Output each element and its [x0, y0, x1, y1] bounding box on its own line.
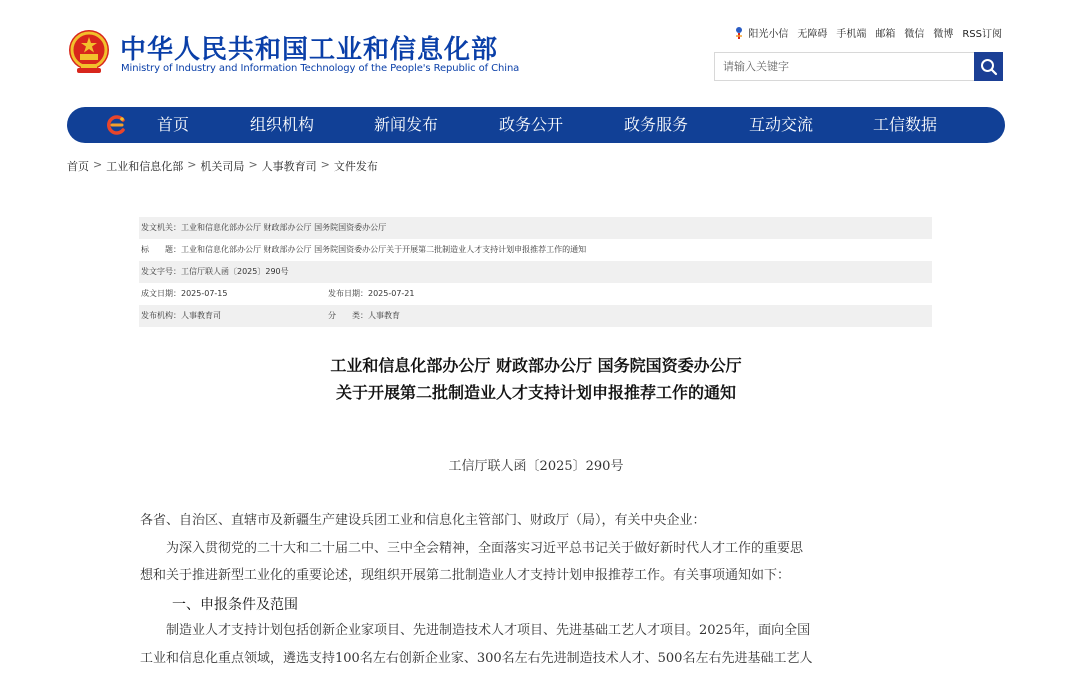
- national-emblem-icon[interactable]: [67, 28, 111, 76]
- nav-data[interactable]: 工信数据: [873, 115, 938, 134]
- mail-link[interactable]: 邮箱: [875, 29, 896, 40]
- site-header: [0, 0, 1072, 100]
- site-subtitle: Ministry of Industry and Information Technology of the People's Republic of China: [121, 63, 520, 74]
- meta-agency: 发布机构：人事教育司: [141, 311, 221, 320]
- sunshine-link[interactable]: [733, 25, 788, 40]
- breadcrumb-separator: >: [320, 158, 330, 171]
- section-heading-1: 一、申报条件及范围: [172, 597, 298, 613]
- top-links: [733, 25, 1002, 40]
- nav-government-services[interactable]: 政务服务: [624, 115, 689, 134]
- wechat-link[interactable]: 微信: [904, 29, 925, 40]
- document-meta: [139, 217, 932, 327]
- breadcrumb-documents[interactable]: 文件发布: [333, 160, 378, 173]
- paragraph-2-line-1: 制造业人才支持计划包括创新企业家项目、先进制造技术人才项目、先进基础工艺人才项目。2025年，面向全国: [140, 623, 811, 638]
- nav-government-affairs[interactable]: 政务公开: [499, 115, 564, 134]
- mobile-link[interactable]: 手机端: [836, 29, 867, 40]
- meta-agency-row: [139, 305, 932, 327]
- nav-news[interactable]: 新闻发布: [374, 115, 439, 134]
- meta-dates-row: [139, 283, 932, 305]
- breadcrumb-departments[interactable]: 机关司局: [200, 160, 245, 173]
- sunshine-icon: [733, 26, 745, 40]
- miit-logo-icon[interactable]: [105, 114, 127, 136]
- sunshine-label: 阳光小信: [748, 29, 789, 40]
- meta-created-date: 成文日期：2025-07-15: [141, 289, 228, 298]
- breadcrumb-separator: >: [187, 158, 197, 171]
- paragraph-2-line-2: 工业和信息化重点领域，遴选支持100名左右创新企业家、300名左右先进制造技术人才、500名左右先进基础工艺人: [140, 651, 813, 666]
- nav-interaction[interactable]: 互动交流: [749, 115, 814, 134]
- breadcrumb-hr-dept[interactable]: 人事教育司: [261, 160, 317, 173]
- accessibility-link[interactable]: 无障碍: [797, 29, 828, 40]
- meta-title: 标 题：工业和信息化部办公厅 财政部办公厅 国务院国资委办公厅关于开展第二批制造业人才支持计划申报推荐工作的通知: [141, 245, 587, 254]
- breadcrumb-miit[interactable]: 工业和信息化部: [106, 160, 184, 173]
- document-title-line2: 关于开展第二批制造业人才支持计划申报推荐工作的通知: [335, 383, 736, 402]
- breadcrumb-home[interactable]: 首页: [67, 160, 89, 173]
- paragraph-1-line-2: 想和关于推进新型工业化的重要论述，现组织开展第二批制造业人才支持计划申报推荐工作。有关事项通知如下：: [140, 568, 791, 583]
- site-title[interactable]: 中华人民共和国工业和信息化部: [120, 35, 499, 65]
- nav-organization[interactable]: 组织机构: [250, 115, 315, 134]
- nav-home[interactable]: 首页: [157, 115, 190, 134]
- paragraph-1-line-1: 为深入贯彻党的二十大和二十届二中、三中全会精神，全面落实习近平总书记关于做好新时代人才工作的重要思: [140, 541, 804, 556]
- document-number: 工信厅联人函〔2025〕290号: [448, 459, 624, 474]
- meta-issuer: 发文机关：工业和信息化部办公厅 财政部办公厅 国务院国资委办公厅: [139, 217, 932, 239]
- breadcrumb: [67, 158, 378, 174]
- search-box: [714, 52, 1003, 81]
- meta-published-date: 发布日期：2025-07-21: [328, 289, 415, 298]
- document-title-line1: 工业和信息化部办公厅 财政部办公厅 国务院国资委办公厅: [330, 356, 742, 375]
- breadcrumb-separator: >: [248, 158, 258, 171]
- weibo-link[interactable]: 微博: [933, 29, 954, 40]
- search-button[interactable]: [974, 52, 1003, 81]
- search-icon: [980, 58, 998, 76]
- main-nav: [67, 107, 1005, 143]
- breadcrumb-separator: >: [93, 158, 103, 171]
- meta-category: 分 类：人事教育: [328, 311, 400, 320]
- rss-link[interactable]: RSS订阅: [962, 29, 1002, 40]
- search-input[interactable]: [715, 53, 975, 80]
- meta-doc-number: 发文字号：工信厅联人函〔2025〕290号: [139, 261, 932, 283]
- salutation: 各省、自治区、直辖市及新疆生产建设兵团工业和信息化主管部门、财政厅（局），有关中央企业：: [140, 513, 706, 528]
